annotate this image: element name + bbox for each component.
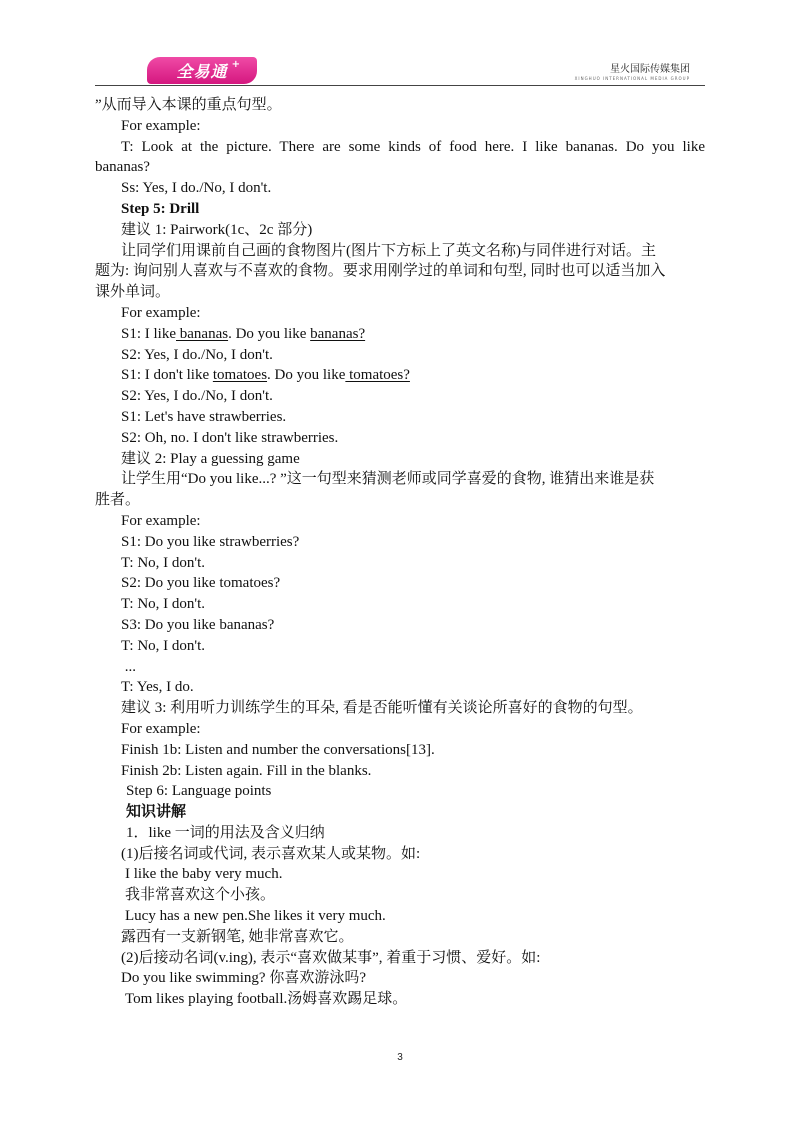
text-line: 建议 3: 利用听力训练学生的耳朵, 看是否能听懂有关谈论所喜好的食物的句型。 (121, 700, 643, 717)
section-heading: 知识讲解 (126, 804, 187, 821)
dialogue-line: S2: Do you like tomatoes? (121, 575, 281, 592)
underlined-word: tomatoes (212, 367, 268, 384)
underlined-word: tomatoes? (345, 367, 410, 384)
text-line: Finish 1b: Listen and number the conversations[13]. (121, 741, 435, 758)
text-line: 我非常喜欢这个小孩。 (125, 887, 276, 904)
text-line: ”从而导入本课的重点句型。 (95, 97, 282, 113)
dialogue-line: S3: Do you like bananas? (121, 616, 275, 633)
text-line: 露西有一支新钢笔, 她非常喜欢它。 (121, 928, 354, 945)
text-line: T: Look at the picture. There are some kinds of food here. I like bananas. Do you like (121, 138, 705, 155)
text-line: For example: (121, 304, 201, 321)
dialogue-line: S2: Oh, no. I don't like strawberries. (121, 429, 339, 446)
underlined-word: bananas (176, 325, 229, 342)
dialogue-line: S2: Yes, I do./No, I don't. (121, 388, 273, 405)
text-line: 让同学们用课前自己画的食物图片(图片下方标上了英文名称)与同伴进行对话。主 (121, 242, 656, 259)
text-line: 题为: 询问别人喜欢与不喜欢的食物。要求用刚学过的单词和句型, 同时也可以适当加入 (95, 263, 666, 280)
text-line: Ss: Yes, I do./No, I don't. (121, 180, 272, 197)
dialogue-line (95, 365, 705, 386)
dialogue-text: S1: I like (121, 325, 176, 342)
text-line: I like the baby very much. (125, 866, 283, 883)
header-divider (95, 85, 705, 86)
text-line: 建议 1: Pairwork(1c、2c 部分) (121, 221, 313, 238)
dialogue-line: T: No, I don't. (121, 596, 206, 613)
page-header (0, 0, 800, 90)
dialogue-text: . Do you like (228, 325, 311, 342)
page-number: 3 (397, 1052, 403, 1063)
text-line: Tom likes playing football.汤姆喜欢踢足球。 (125, 991, 408, 1008)
dialogue-line: S2: Yes, I do./No, I don't. (121, 346, 273, 363)
dialogue-line: S1: Do you like strawberries? (121, 533, 300, 550)
text-line: For example: (121, 117, 201, 134)
dialogue-line: T: Yes, I do. (121, 679, 194, 696)
section-heading: Step 5: Drill (121, 200, 200, 217)
text-line: 胜者。 (95, 492, 141, 509)
dialogue-text: . Do you like (267, 367, 346, 384)
text-line: Lucy has a new pen.She likes it very much. (125, 908, 386, 925)
text-line: Finish 2b: Listen again. Fill in the blanks. (121, 762, 372, 779)
text-line: 让学生用“Do you like...? ”这一句型来猜测老师或同学喜爱的食物, 谁猜出来谁是获 (121, 471, 655, 488)
dialogue-line: S1: Let's have strawberries. (121, 408, 287, 425)
text-line: 建议 2: Play a guessing game (121, 450, 300, 467)
logo-text: 全易通 (176, 62, 228, 81)
brand-logo (147, 57, 257, 84)
underlined-word: bananas? (310, 325, 366, 342)
text-line: 1．like 一词的用法及含义归纳 (126, 824, 325, 841)
text-line: For example: (121, 720, 201, 737)
dialogue-line (95, 324, 705, 345)
dialogue-line: T: No, I don't. (121, 637, 206, 654)
text-line: (2)后接动名词(v.ing), 表示“喜欢做某事”, 着重于习惯、爱好。如: (121, 949, 541, 966)
page-body (95, 95, 705, 1010)
dialogue-text: S1: I don't like (121, 367, 213, 384)
section-heading: Step 6: Language points (126, 783, 272, 800)
publisher-name (575, 60, 690, 81)
logo-sparkle-icon: + (231, 59, 241, 70)
text-line: For example: (121, 512, 201, 529)
text-line: 课外单词。 (95, 284, 171, 301)
dialogue-line: ... (121, 658, 136, 675)
text-line: bananas? (95, 159, 150, 176)
publisher-title: 星火国际传媒集团 (610, 64, 690, 75)
publisher-subtitle: XINGHUO INTERNATIONAL MEDIA GROUP (574, 76, 690, 81)
text-line: Do you like swimming? 你喜欢游泳吗? (121, 970, 366, 987)
text-line: (1)后接名词或代词, 表示喜欢某人或某物。如: (121, 845, 421, 862)
dialogue-line: T: No, I don't. (121, 554, 206, 571)
